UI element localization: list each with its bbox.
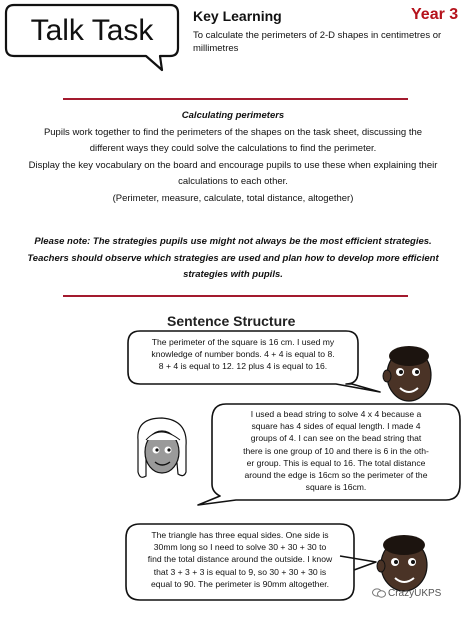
instruction-line: calculations to each other. <box>178 176 288 188</box>
instruction-line: Pupils work together to find the perimeters of the shapes on the task sheet, discussing the <box>43 126 423 138</box>
bubble-line: 8 + 4 is equal to 12. 12 plus 4 is equal to 16. <box>158 361 328 372</box>
bubble-line: groups of 4. I can see on the bead string that <box>250 433 422 444</box>
bubble-line: around the edge is 16cm so the perimeter of the <box>244 470 428 481</box>
wechat-icon <box>372 588 386 598</box>
bubble-line: that 3 + 3 + 3 is equal to 9, so 30 + 30 + 30 is <box>153 566 327 577</box>
watermark-text: CrazyUKPS <box>388 588 442 599</box>
bubble-line: there is one group of 10 and there is 6 in the oth- <box>243 445 429 456</box>
section-heading: Calculating perimeters <box>181 110 285 121</box>
talk-task-label: Talk Task <box>30 14 154 47</box>
bubble-3-text <box>130 529 350 590</box>
bubble-line: The triangle has three equal sides. One side is <box>151 530 329 540</box>
bubble-line: 30mm long so I need to solve 30 + 30 + 30 to <box>153 542 327 553</box>
bubble-line: find the total distance around the outside. I know <box>147 554 333 565</box>
bubble-line: er group. This is equal to 16. The total distance <box>246 457 426 468</box>
note-line: strategies with pupils. <box>183 269 283 280</box>
boy-face-icon-1 <box>383 346 431 401</box>
note-line: Please note: The strategies pupils use might not always be the most efficient strategies. <box>34 236 432 247</box>
bubble-line: square has 4 sides of equal length. I made 4 <box>251 421 421 432</box>
watermark <box>372 588 441 599</box>
girl-face-icon <box>138 418 186 477</box>
bubble-line: square is 16cm. <box>305 482 367 493</box>
sentence-structure-title: Sentence Structure <box>167 313 296 329</box>
bubble-line: knowledge of number bonds. 4 + 4 is equal to 8. <box>151 349 335 360</box>
year-label: Year 3 <box>411 6 459 23</box>
bubble-2-text <box>216 408 456 493</box>
boy-face-icon-2 <box>377 535 427 591</box>
bubble-line: I used a bead string to solve 4 x 4 because a <box>250 409 422 419</box>
bubble-1-text <box>132 336 354 373</box>
instruction-line: Display the key vocabulary on the board and encourage pupils to use these when explaining their <box>28 159 438 171</box>
bubble-line: The perimeter of the square is 16 cm. I used my <box>151 337 335 347</box>
vocabulary-list: (Perimeter, measure, calculate, total distance, altogether) <box>112 192 354 204</box>
instruction-line: different ways they could solve the calculations to find the perimeter. <box>89 143 377 155</box>
bubble-line: equal to 90. The perimeter is 90mm altogether. <box>150 578 330 589</box>
key-learning-title: Key Learning <box>193 8 282 24</box>
learning-objective: To calculate the perimeters of 2-D shapes in centimetres or millimetres <box>193 30 442 54</box>
note-line: Teachers should observe which strategies are used and plan how to develop more efficient <box>27 252 439 264</box>
